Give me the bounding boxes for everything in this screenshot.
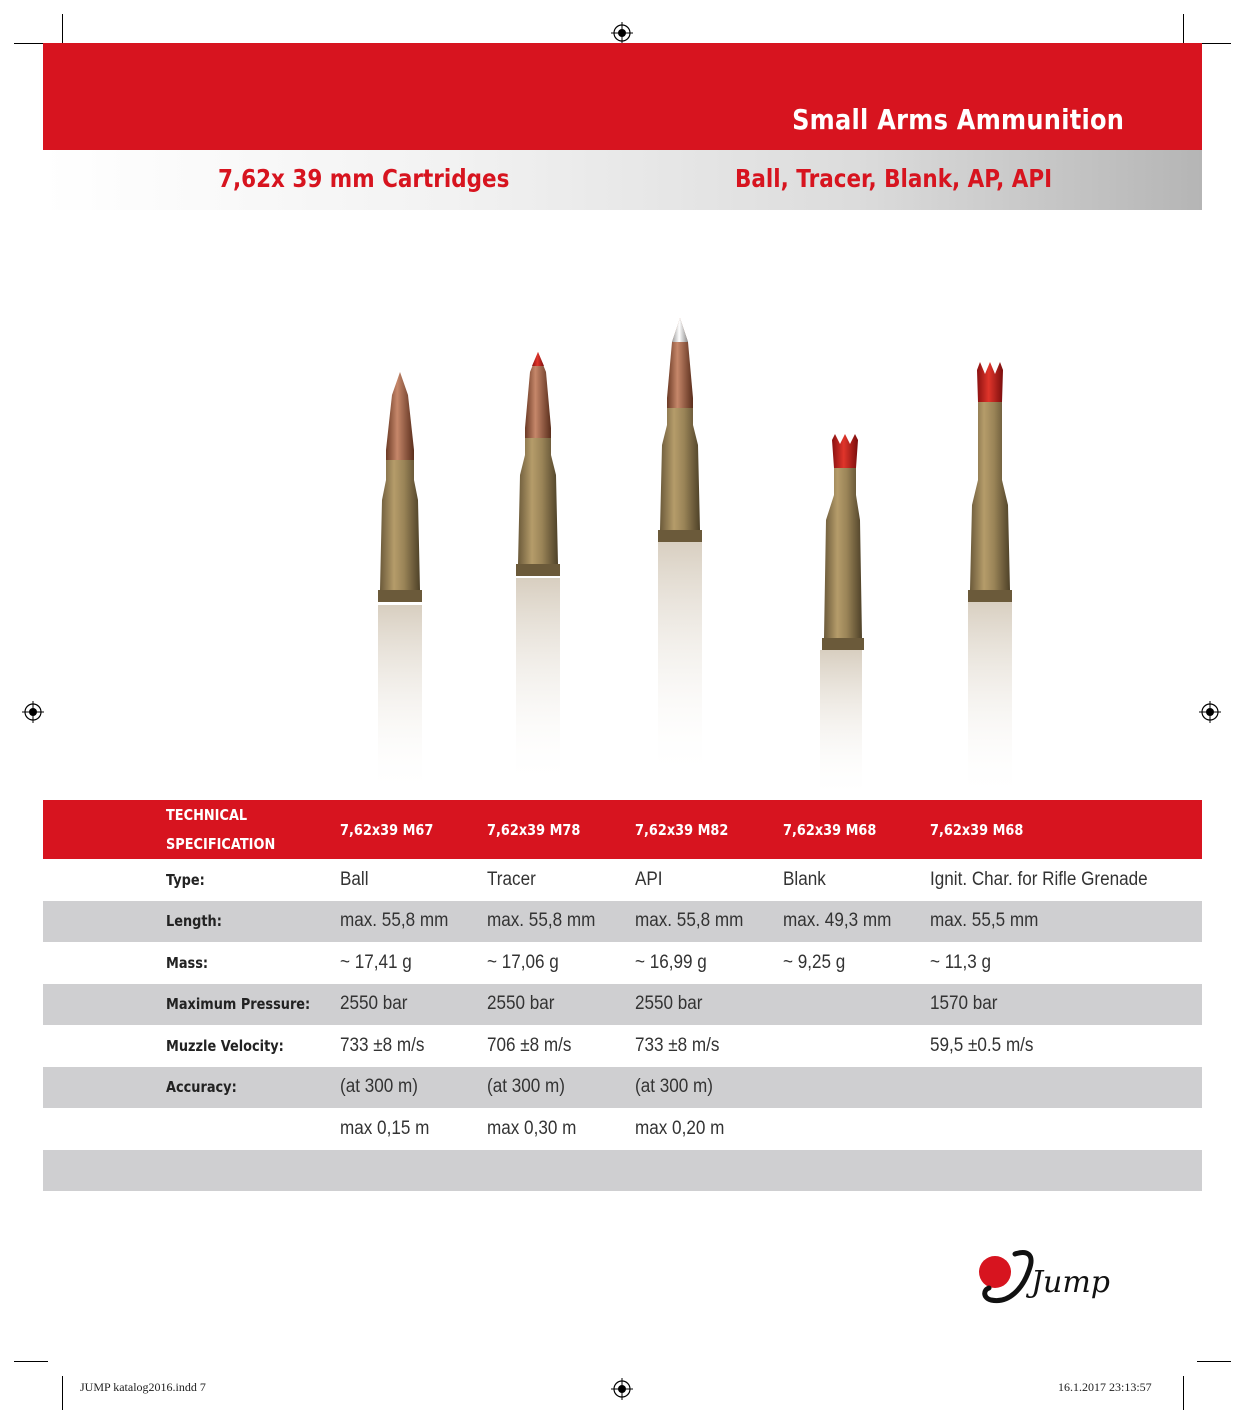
table-row <box>43 942 1202 984</box>
table-cell: 59,5 ±0.5 m/s <box>930 1034 1034 1056</box>
product-variants: Ball, Tracer, Blank, AP, API <box>735 164 1053 193</box>
print-timestamp: 16.1.2017 23:13:57 <box>1058 1380 1152 1394</box>
header-band <box>43 43 1202 150</box>
table-cell: (at 300 m) <box>635 1076 713 1098</box>
table-cell: (at 300 m) <box>487 1076 565 1098</box>
column-header: 7,62x39 M68 <box>783 820 877 839</box>
product-title: 7,62x 39 mm Cartridges <box>218 164 510 193</box>
table-cell: (at 300 m) <box>340 1076 418 1098</box>
table-cell: API <box>635 868 663 890</box>
spec-table <box>43 800 1202 1191</box>
column-header: 7,62x39 M68 <box>930 820 1024 839</box>
crop-mark <box>62 1376 63 1410</box>
table-cell: max. 55,8 mm <box>340 910 449 932</box>
table-row <box>43 1067 1202 1109</box>
table-row <box>43 1108 1202 1150</box>
table-cell: Blank <box>783 868 826 890</box>
table-header-label: TECHNICAL SPECIFICATION <box>166 805 276 853</box>
table-cell: 733 ±8 m/s <box>340 1034 425 1056</box>
table-cell: ~ 9,25 g <box>783 951 846 973</box>
table-cell: 2550 bar <box>487 993 555 1015</box>
table-cell: 733 ±8 m/s <box>635 1034 720 1056</box>
table-cell: Tracer <box>487 868 536 890</box>
row-label: Maximum Pressure: <box>166 995 311 1014</box>
table-header-row <box>43 800 1202 859</box>
crop-mark <box>14 1361 48 1362</box>
jump-logo <box>975 1246 1120 1312</box>
table-cell: ~ 16,99 g <box>635 951 707 973</box>
subtitle-band <box>43 150 1202 210</box>
row-label: Muzzle Velocity: <box>166 1036 284 1055</box>
print-file-name: JUMP katalog2016.indd 7 <box>80 1380 206 1394</box>
ignition-cartridge-photo <box>960 360 1030 800</box>
table-cell: Ignit. Char. for Rifle Grenade <box>930 868 1148 890</box>
table-cell: 2550 bar <box>635 993 703 1015</box>
crop-mark <box>1197 1361 1231 1362</box>
registration-mark-icon <box>611 22 633 44</box>
column-header: 7,62x39 M78 <box>487 820 581 839</box>
column-header: 7,62x39 M67 <box>340 820 434 839</box>
table-cell: ~ 17,06 g <box>487 951 559 973</box>
table-cell: max. 55,8 mm <box>487 910 596 932</box>
row-label: Accuracy: <box>166 1078 237 1097</box>
table-cell: max. 49,3 mm <box>783 910 892 932</box>
table-cell: max. 55,8 mm <box>635 910 744 932</box>
table-row <box>43 984 1202 1026</box>
registration-mark-icon <box>611 1378 633 1400</box>
row-label: Mass: <box>166 953 209 972</box>
table-cell: 2550 bar <box>340 993 408 1015</box>
table-cell: Ball <box>340 868 369 890</box>
column-header: 7,62x39 M82 <box>635 820 729 839</box>
table-cell: max 0,30 m <box>487 1117 577 1139</box>
table-cell: ~ 17,41 g <box>340 951 412 973</box>
table-row <box>43 901 1202 943</box>
row-label: Type: <box>166 870 205 889</box>
registration-mark-icon <box>1199 701 1221 723</box>
table-row <box>43 1025 1202 1067</box>
page-title: Small Arms Ammunition <box>791 103 1124 136</box>
row-label: Length: <box>166 912 222 931</box>
crop-mark <box>1197 43 1231 44</box>
table-row <box>43 1150 1202 1192</box>
registration-mark-icon <box>22 701 44 723</box>
table-row <box>43 859 1202 901</box>
table-cell: max 0,20 m <box>635 1117 725 1139</box>
cartridges-photo <box>330 300 930 800</box>
table-cell: max. 55,5 mm <box>930 910 1039 932</box>
table-cell: 1570 bar <box>930 993 998 1015</box>
logo-text: Jump <box>1031 1265 1110 1300</box>
table-cell: ~ 11,3 g <box>930 951 992 973</box>
table-cell: max 0,15 m <box>340 1117 430 1139</box>
table-cell: 706 ±8 m/s <box>487 1034 572 1056</box>
crop-mark <box>1183 1376 1184 1410</box>
